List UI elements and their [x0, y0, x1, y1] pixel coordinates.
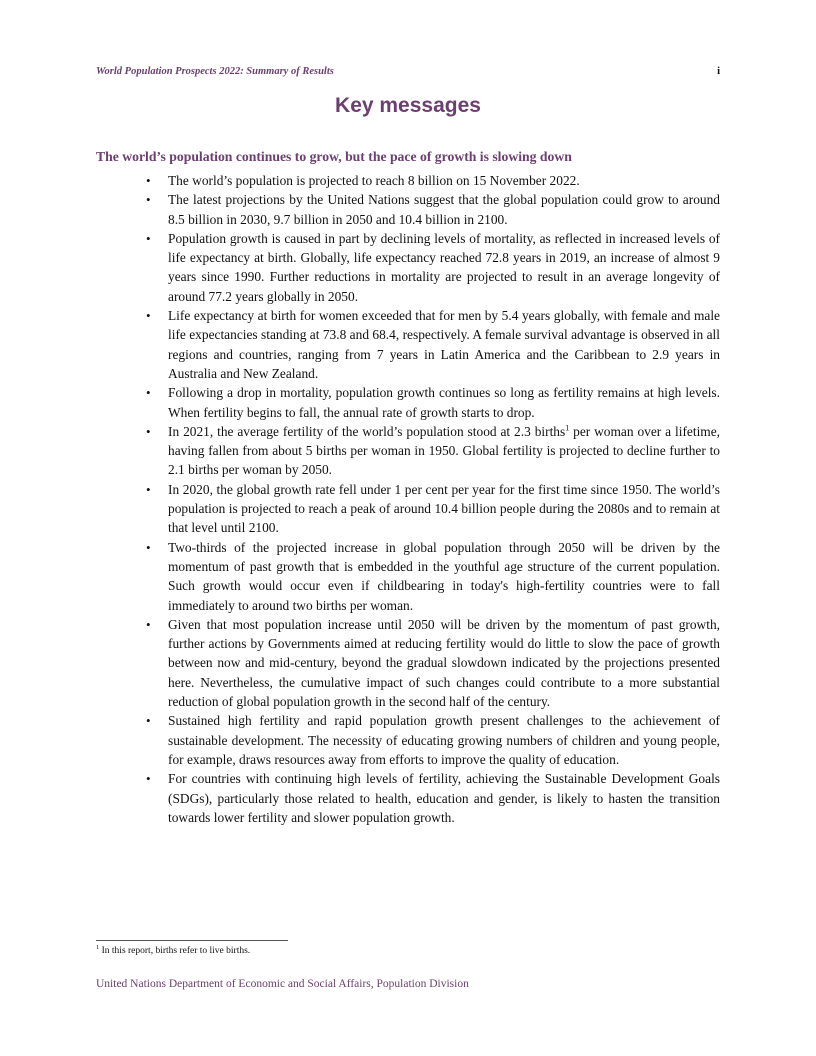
list-item: • For countries with continuing high levels of fertility, achieving the Sustainable Development Goals (SDGs), particularly those related to health, education and gender, is likely to hasten the transition towards lower fertility and slower population growth. [168, 769, 720, 827]
list-item: • Given that most population increase until 2050 will be driven by the momentum of past growth, further actions by Governments aimed at reducing fertility would do little to slow the pace of growth between now and mid-century, beyond the gradual slowdown indicated by the projections presented here. Nevertheless, the cumulative impact of such changes could contribute to a more substantial reduction of global population growth in the second half of the century. [168, 615, 720, 711]
footnote [96, 943, 251, 956]
key-messages-list [168, 171, 720, 827]
list-item [168, 422, 720, 480]
page-title: Key messages [335, 94, 481, 117]
page-footer: United Nations Department of Economic and Social Affairs, Population Division [96, 978, 469, 990]
list-item: • Following a drop in mortality, population growth continues so long as fertility remains at high levels. When fertility begins to fall, the annual rate of growth starts to drop. [168, 383, 720, 422]
list-item: • In 2020, the global growth rate fell under 1 per cent per year for the first time since 1950. The world’s population is projected to reach a peak of around 10.4 billion people during the 2080s and to remain at that level until 2100. [168, 480, 720, 538]
list-item: • The world’s population is projected to reach 8 billion on 15 November 2022. [168, 171, 720, 190]
list-item: • Population growth is caused in part by declining levels of mortality, as reflected in increased levels of life expectancy at birth. Globally, life expectancy reached 72.8 years in 2019, an increase of almost 9 years since 1990. Further reductions in mortality are projected to result in an average longevity of around 77.2 years globally in 2050. [168, 229, 720, 306]
footnote-divider [96, 940, 288, 941]
footnote-marker: 1 [96, 943, 100, 951]
list-item-text: In 2021, the average fertility of the world’s population stood at 2.3 births [168, 423, 566, 439]
list-item: • Life expectancy at birth for women exceeded that for men by 5.4 years globally, with female and male life expectancies standing at 73.8 and 68.4, respectively. A female survival advantage is observed in all regions and countries, ranging from 7 years in Latin America and the Caribbean to 2.9 years in Australia and New Zealand. [168, 306, 720, 383]
page-number: i [717, 66, 720, 77]
list-item-text: per woman over a lifetime, having fallen from about 5 births per woman in 1950. Global fertility is projected to decline further to 2.1 births per woman by 2050. [168, 423, 721, 478]
footnote-text: In this report, births refer to live births. [99, 946, 251, 956]
list-item: • The latest projections by the United Nations suggest that the global population could grow to around 8.5 billion in 2030, 9.7 billion in 2050 and 10.4 billion in 2100. [168, 190, 720, 229]
running-title: World Population Prospects 2022: Summary of Results [96, 66, 334, 77]
footnote-reference[interactable]: 1 [565, 423, 570, 433]
list-item: • Two-thirds of the projected increase in global population through 2050 will be driven by the momentum of past growth that is embedded in the youthful age structure of the current population. Such growth would occur even if childbearing in today's high-fertility countries were to fall immediately to around two births per woman. [168, 538, 720, 615]
running-header [96, 66, 720, 80]
list-item: • Sustained high fertility and rapid population growth present challenges to the achievement of sustainable development. The necessity of educating growing numbers of children and young people, for example, draws resources away from efforts to improve the quality of education. [168, 711, 720, 769]
section-heading: The world’s population continues to grow, but the pace of growth is slowing down [96, 149, 572, 164]
